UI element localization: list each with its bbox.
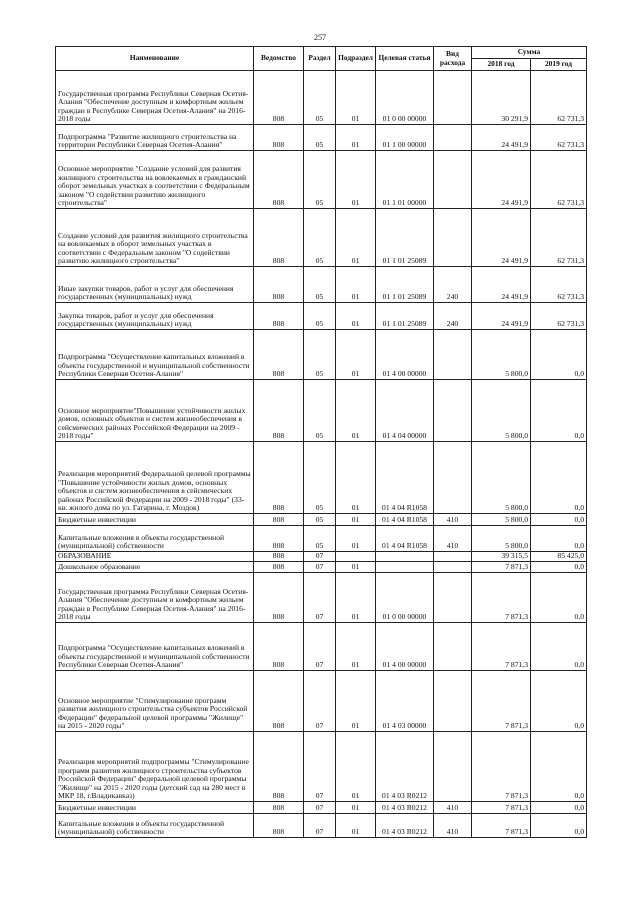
cell-section: 07: [304, 623, 336, 671]
cell-target: [376, 562, 434, 573]
cell-section: 07: [304, 802, 336, 814]
table-row: [56, 526, 587, 552]
cell-name: Закупка товаров, работ и услуг для обеспечения государственных (муниципальных) нужд: [56, 303, 254, 330]
cell-dept: 808: [254, 802, 304, 814]
table-row: [56, 303, 587, 330]
cell-target: 01 0 00 00000: [376, 573, 434, 623]
table-row: [56, 380, 587, 442]
cell-name: Государственная программа Республики Северная Осетия-Алания "Обеспечение доступным и комфортным жильем граждан в Республике Северная Осетия-Алания" на 2016-2018 годы: [56, 71, 254, 125]
cell-name: Государственная программа Республики Северная Осетия-Алания "Обеспечение доступным и комфортным жильем граждан в Республике Северная Осетия-Алания" на 2016-2018 годы: [56, 573, 254, 623]
cell-y2019: 0,0: [531, 514, 587, 526]
cell-target: 01 4 04 R1058: [376, 526, 434, 552]
cell-y2019: 0,0: [531, 442, 587, 514]
cell-sub: 01: [336, 802, 376, 814]
cell-y2019: 62 731,3: [531, 151, 587, 209]
cell-section: 05: [304, 526, 336, 552]
budget-table: [55, 46, 587, 838]
cell-type: 410: [434, 814, 472, 838]
cell-name: Капитальные вложения в объекты государственной (муниципальной) собственности: [56, 526, 254, 552]
cell-section: 05: [304, 209, 336, 267]
cell-sub: 01: [336, 671, 376, 732]
cell-sub: 01: [336, 526, 376, 552]
cell-name: Подпрограмма "Развитие жилищного строительства на территории Республики Северная Осетия-Алания": [56, 125, 254, 151]
cell-y2019: 0,0: [531, 562, 587, 573]
cell-sub: 01: [336, 814, 376, 838]
cell-target: 01 4 03 R0212: [376, 732, 434, 802]
cell-target: 01 1 01 25089: [376, 209, 434, 267]
cell-type: [434, 125, 472, 151]
cell-sub: 01: [336, 267, 376, 303]
cell-y2018: 7 871,3: [472, 814, 531, 838]
cell-dept: 808: [254, 526, 304, 552]
cell-y2018: 24 491,9: [472, 267, 531, 303]
header-sum: Сумма: [472, 47, 587, 59]
cell-y2019: 85 425,0: [531, 552, 587, 562]
cell-dept: 808: [254, 303, 304, 330]
table-row: [56, 732, 587, 802]
cell-y2018: 7 871,3: [472, 671, 531, 732]
cell-sub: 01: [336, 330, 376, 380]
table-row: [56, 562, 587, 573]
cell-name: Создание условий для развития жилищного строительства на вовлекаемых в оборот земельных участках в соответствии с Федеральным законом "О содействии развитию жилищного строительства": [56, 209, 254, 267]
cell-y2018: 5 800,0: [472, 380, 531, 442]
cell-y2018: 24 491,9: [472, 303, 531, 330]
header-dept: Ведомство: [254, 47, 304, 71]
cell-target: 01 4 03 R0212: [376, 814, 434, 838]
cell-dept: 808: [254, 209, 304, 267]
cell-target: 01 4 03 R0212: [376, 802, 434, 814]
cell-y2019: 0,0: [531, 526, 587, 552]
cell-sub: 01: [336, 562, 376, 573]
cell-name: Реализация мероприятий подпрограммы "Стимулирование программ развития жилищного строительства субъектов Российской Федерации" федеральной целевой программы "Жилище" на 2015 - 2020 годы (детский сад на 280 мест в МКР 18, г.Владикавказ): [56, 732, 254, 802]
table-row: [56, 514, 587, 526]
cell-type: [434, 151, 472, 209]
cell-name: Бюджетные инвестиции: [56, 514, 254, 526]
header-section: Раздел: [304, 47, 336, 71]
cell-sub: 01: [336, 151, 376, 209]
table-row: [56, 802, 587, 814]
header-2018: 2018 год: [472, 59, 531, 71]
cell-section: 05: [304, 380, 336, 442]
cell-type: [434, 552, 472, 562]
table-row: [56, 71, 587, 125]
cell-sub: 01: [336, 732, 376, 802]
cell-target: 01 4 00 00000: [376, 623, 434, 671]
cell-name: Основное мероприятие "Создание условий для развития жилищного строительства на вовлекаемых в гражданский оборот земельных участках в соответствии с Федеральным законом "О содействии развитию жилищного строительства": [56, 151, 254, 209]
table-row: [56, 573, 587, 623]
page-number: 257: [314, 33, 326, 42]
cell-y2018: 5 800,0: [472, 514, 531, 526]
header-target: Целевая статья: [376, 47, 434, 71]
cell-type: [434, 671, 472, 732]
cell-section: 07: [304, 552, 336, 562]
cell-sub: [336, 552, 376, 562]
cell-section: 05: [304, 303, 336, 330]
cell-y2019: 0,0: [531, 802, 587, 814]
cell-name: Подпрограмма "Осуществление капитальных вложений в объекты государственной и муниципальной собственности Республики Северная Осетия-Алания": [56, 623, 254, 671]
cell-name: Подпрограмма "Осуществление капитальных вложений в объекты государственной и муниципальной собственности Республики Северная Осетия-Алания": [56, 330, 254, 380]
cell-target: 01 4 04 R1058: [376, 442, 434, 514]
cell-name: Капитальные вложения в объекты государственной (муниципальной) собственности: [56, 814, 254, 838]
cell-y2018: 7 871,3: [472, 573, 531, 623]
cell-type: 240: [434, 267, 472, 303]
cell-section: 05: [304, 125, 336, 151]
cell-section: 05: [304, 151, 336, 209]
cell-target: 01 1 00 00000: [376, 125, 434, 151]
cell-y2018: 7 871,3: [472, 562, 531, 573]
cell-sub: 01: [336, 573, 376, 623]
cell-type: [434, 442, 472, 514]
cell-name: Основное мероприятие "Стимулирование программ развития жилищного строительства субъектов Российской Федерации" федеральной целевой программы "Жилище" на 2015 - 2020 годы": [56, 671, 254, 732]
cell-sub: 01: [336, 514, 376, 526]
cell-type: 410: [434, 514, 472, 526]
cell-name: Иные закупки товаров, работ и услуг для обеспечения государственных (муниципальных) нужд: [56, 267, 254, 303]
cell-y2019: 62 731,3: [531, 125, 587, 151]
cell-type: [434, 562, 472, 573]
cell-y2019: 0,0: [531, 380, 587, 442]
cell-y2018: 5 800,0: [472, 442, 531, 514]
cell-y2019: 62 731,3: [531, 303, 587, 330]
cell-sub: 01: [336, 303, 376, 330]
cell-name: ОБРАЗОВАНИЕ: [56, 552, 254, 562]
cell-y2019: 62 731,3: [531, 209, 587, 267]
cell-sub: 01: [336, 442, 376, 514]
cell-y2018: 5 800,0: [472, 526, 531, 552]
cell-y2018: 7 871,3: [472, 732, 531, 802]
cell-type: [434, 623, 472, 671]
cell-name: Дошкольное образование: [56, 562, 254, 573]
cell-target: 01 0 00 00000: [376, 71, 434, 125]
cell-type: [434, 732, 472, 802]
cell-y2019: 0,0: [531, 814, 587, 838]
cell-dept: 808: [254, 151, 304, 209]
table-row: [56, 623, 587, 671]
header-name: Наименование: [56, 47, 254, 71]
cell-type: [434, 573, 472, 623]
table-row: [56, 814, 587, 838]
cell-section: 05: [304, 267, 336, 303]
cell-dept: 808: [254, 814, 304, 838]
cell-target: 01 1 01 25089: [376, 303, 434, 330]
cell-sub: 01: [336, 623, 376, 671]
table-row: [56, 151, 587, 209]
cell-dept: 808: [254, 623, 304, 671]
cell-name: Основное мероприятие"Повышение устойчивости жилых домов, основных объектов и систем жизнеобеспечения в сейсмических районах Российской Федерации на 2009 - 2018 годы": [56, 380, 254, 442]
cell-dept: 808: [254, 514, 304, 526]
cell-section: 07: [304, 732, 336, 802]
cell-type: [434, 209, 472, 267]
cell-dept: 808: [254, 267, 304, 303]
table-row: [56, 330, 587, 380]
cell-sub: 01: [336, 380, 376, 442]
cell-target: 01 1 01 25089: [376, 267, 434, 303]
cell-y2019: 0,0: [531, 671, 587, 732]
cell-name: Реализация мероприятий Федеральной целевой программы "Повышение устойчивости жилых домов, основных объектов и систем жизнеобеспечения в сейсмических районах Российской Федерации на 2009 - 2018 годы" (33-кв. жилого дома по ул. Гагарина, г. Моздок): [56, 442, 254, 514]
cell-y2018: 7 871,3: [472, 802, 531, 814]
cell-y2019: 0,0: [531, 623, 587, 671]
table-row: [56, 552, 587, 562]
cell-section: 07: [304, 671, 336, 732]
cell-y2019: 0,0: [531, 573, 587, 623]
cell-target: 01 4 04 00000: [376, 380, 434, 442]
table-row: [56, 671, 587, 732]
cell-type: [434, 380, 472, 442]
cell-type: [434, 71, 472, 125]
cell-target: [376, 552, 434, 562]
table-row: [56, 267, 587, 303]
cell-section: 07: [304, 814, 336, 838]
cell-y2019: 62 731,3: [531, 267, 587, 303]
table-row: [56, 125, 587, 151]
cell-dept: 808: [254, 71, 304, 125]
table-row: [56, 442, 587, 514]
cell-dept: 808: [254, 671, 304, 732]
cell-y2018: 30 291,9: [472, 71, 531, 125]
table-body: [56, 71, 587, 838]
cell-y2018: 5 800,0: [472, 330, 531, 380]
cell-dept: 808: [254, 380, 304, 442]
cell-section: 07: [304, 562, 336, 573]
cell-target: 01 1 01 00000: [376, 151, 434, 209]
cell-sub: 01: [336, 125, 376, 151]
cell-target: 01 4 03 00000: [376, 671, 434, 732]
cell-section: 05: [304, 442, 336, 514]
cell-dept: 808: [254, 330, 304, 380]
cell-y2018: 24 491,9: [472, 151, 531, 209]
cell-y2019: 62 731,3: [531, 71, 587, 125]
header-type: Вид расхода: [434, 47, 472, 71]
cell-section: 05: [304, 514, 336, 526]
cell-y2018: 7 871,3: [472, 623, 531, 671]
cell-type: 240: [434, 303, 472, 330]
cell-section: 07: [304, 573, 336, 623]
cell-y2019: 0,0: [531, 732, 587, 802]
table-row: [56, 209, 587, 267]
cell-target: 01 4 00 00000: [376, 330, 434, 380]
cell-dept: 808: [254, 125, 304, 151]
cell-y2019: 0,0: [531, 330, 587, 380]
cell-section: 05: [304, 330, 336, 380]
cell-section: 05: [304, 71, 336, 125]
cell-y2018: 39 315,5: [472, 552, 531, 562]
cell-sub: 01: [336, 209, 376, 267]
cell-type: 410: [434, 526, 472, 552]
cell-dept: 808: [254, 562, 304, 573]
cell-dept: 808: [254, 732, 304, 802]
header-subsection: Подраздел: [336, 47, 376, 71]
cell-target: 01 4 04 R1058: [376, 514, 434, 526]
cell-y2018: 24 491,9: [472, 125, 531, 151]
cell-name: Бюджетные инвестиции: [56, 802, 254, 814]
cell-sub: 01: [336, 71, 376, 125]
cell-type: 410: [434, 802, 472, 814]
header-2019: 2019 год: [531, 59, 587, 71]
cell-dept: 808: [254, 552, 304, 562]
cell-type: [434, 330, 472, 380]
cell-dept: 808: [254, 573, 304, 623]
cell-dept: 808: [254, 442, 304, 514]
cell-y2018: 24 491,9: [472, 209, 531, 267]
